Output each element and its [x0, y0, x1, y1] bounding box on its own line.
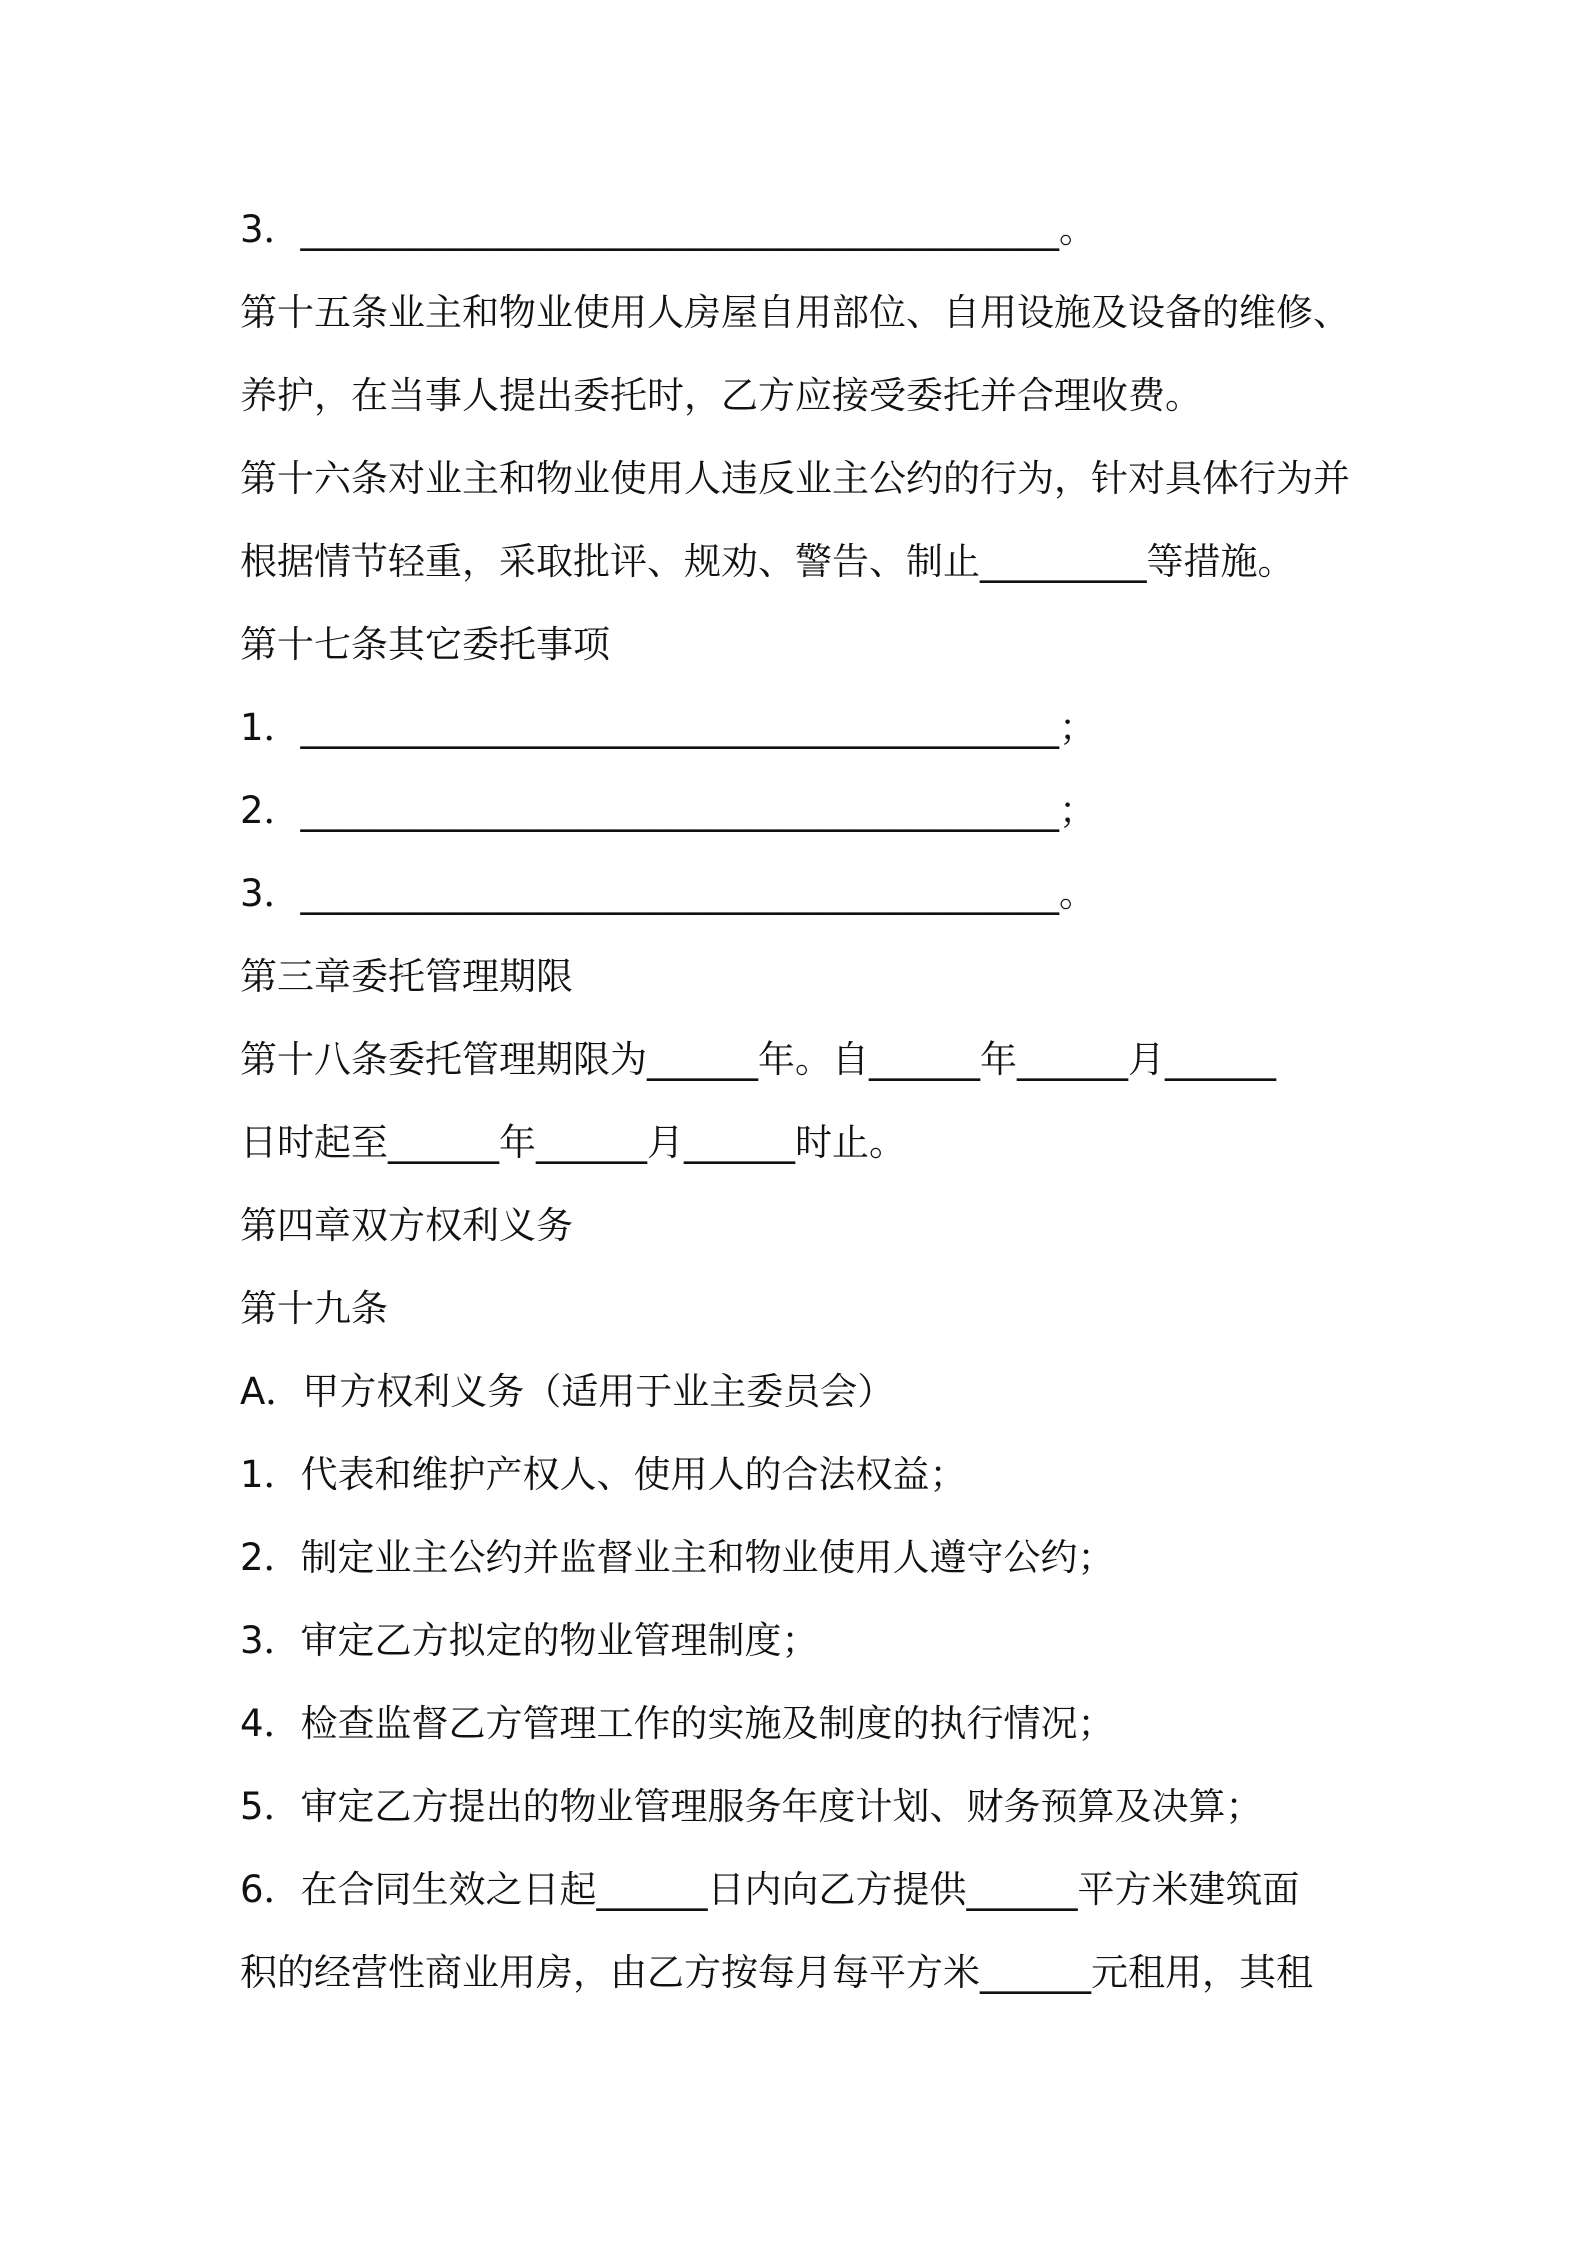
text-line: 1．代表和维护产权人、使用人的合法权益； [240, 1453, 967, 1496]
text-line: 3．_________________________________________。 [240, 872, 1097, 915]
text-line: 4．检查监督乙方管理工作的实施及制度的执行情况； [240, 1702, 1115, 1745]
text-line: 养护，在当事人提出委托时，乙方应接受委托并合理收费。 [240, 374, 1202, 417]
text-line: 3．审定乙方拟定的物业管理制度； [240, 1619, 819, 1662]
text-line: 2．_________________________________________； [240, 789, 1097, 832]
text-line: 日时起至______年______月______时止。 [240, 1121, 906, 1164]
text-line: 第十九条 [240, 1287, 388, 1330]
text-line: 1．_________________________________________； [240, 706, 1097, 749]
text-line: 第四章双方权利义务 [240, 1204, 573, 1247]
text-line: 第十六条对业主和物业使用人违反业主公约的行为，针对具体行为并 [240, 457, 1350, 500]
text-line: 5．审定乙方提出的物业管理服务年度计划、财务预算及决算； [240, 1785, 1263, 1828]
text-line: 第十八条委托管理期限为______年。自______年______月______ [240, 1038, 1276, 1081]
text-line: 2．制定业主公约并监督业主和物业使用人遵守公约； [240, 1536, 1115, 1579]
text-line: 第十七条其它委托事项 [240, 623, 610, 666]
text-line: A．甲方权利义务（适用于业主委员会） [240, 1370, 895, 1413]
text-line: 根据情节轻重，采取批评、规劝、警告、制止_________等措施。 [240, 540, 1295, 583]
text-line: 3．_________________________________________。 [240, 208, 1097, 251]
text-line: 第三章委托管理期限 [240, 955, 573, 998]
text-line: 积的经营性商业用房，由乙方按每月每平方米______元租用，其租 [240, 1951, 1313, 1994]
text-line: 6．在合同生效之日起______日内向乙方提供______平方米建筑面 [240, 1868, 1300, 1911]
text-line: 第十五条业主和物业使用人房屋自用部位、自用设施及设备的维修、 [240, 291, 1350, 334]
